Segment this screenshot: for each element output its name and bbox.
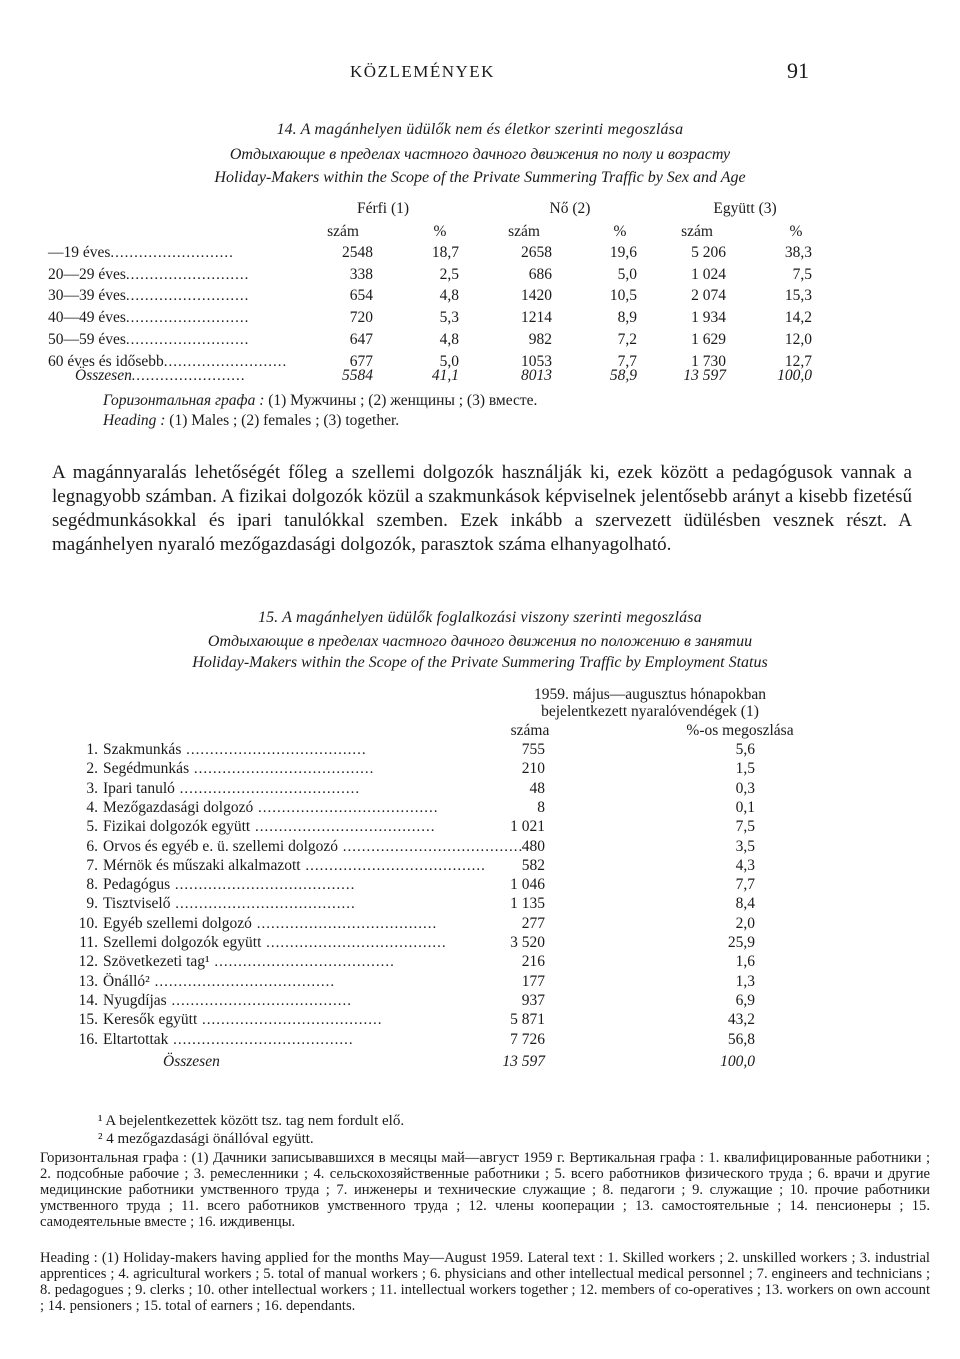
table14-row-label <box>48 287 288 305</box>
table15-row-number: 5. <box>86 818 98 836</box>
table15-row-label <box>103 1031 458 1049</box>
table15-count: 7 726 <box>510 1030 545 1048</box>
table14-title-hu-text: A magánhelyen üdülők nem és életkor szerinti megoszlása <box>300 121 684 138</box>
table15-row-label <box>103 856 486 875</box>
page-number: 91 <box>787 58 809 83</box>
table14-cell: 15,3 <box>784 287 812 305</box>
table15-count: 1 046 <box>510 876 545 894</box>
table15-row-number: 9. <box>86 895 98 913</box>
table15-row-label <box>103 837 524 856</box>
leader-dots: ...................................... <box>170 896 356 913</box>
table14-sub-header: szám <box>508 223 540 240</box>
leader-dots: .......................... <box>125 310 250 327</box>
table15-pct: 8,4 <box>735 895 755 913</box>
table14-total-label <box>75 367 285 385</box>
leader-dots: ...................................... <box>170 877 356 894</box>
leader-dots: .......................... <box>125 331 250 348</box>
table14-total-cell: 8013 <box>521 367 552 384</box>
table15-count: 5 871 <box>510 1011 545 1029</box>
leader-dots: ...................................... <box>189 761 375 778</box>
table14-row-label <box>48 309 288 327</box>
table15-pct: 2,0 <box>735 914 755 932</box>
table15-row-number: 8. <box>86 876 98 894</box>
table14-cell: 647 <box>349 330 373 348</box>
table15-pct: 5,6 <box>735 741 755 758</box>
table15-row-label <box>103 1011 458 1029</box>
table14-cell: 7,2 <box>617 330 637 348</box>
leader-dots: ...................................... <box>197 1012 383 1029</box>
table15-count: 755 <box>521 741 545 758</box>
table15-row-label <box>103 992 458 1010</box>
table15-row-label-text: Pedagógus <box>103 876 171 894</box>
table14-sub-header: % <box>613 223 627 240</box>
leader-dots: .......................... <box>125 266 250 283</box>
table15-title-hu <box>0 609 960 627</box>
leader-dots: ...................................... <box>209 954 395 971</box>
leader-dots: ...................................... <box>181 742 367 758</box>
table15-footnote-2: ² 4 mezőgazdasági önállóval együtt. <box>98 1131 314 1147</box>
table14-cell: 5,0 <box>617 265 637 283</box>
table14-note-en <box>103 412 399 430</box>
table15-count: 480 <box>521 837 545 855</box>
table14-cell: 14,2 <box>784 309 812 327</box>
table15-row-label-text: Mezőgazdasági dolgozó <box>103 798 254 816</box>
leader-dots: ...................................... <box>168 1031 354 1048</box>
table14-sub-header: % <box>789 223 803 240</box>
table15-row-label <box>103 760 458 778</box>
table14-sub-header: szám <box>681 223 713 240</box>
table15-count: 1 021 <box>510 818 545 836</box>
table15-row-label <box>103 818 458 836</box>
leader-dots: .......................... <box>163 353 288 370</box>
table14-note-ru-text: (1) Мужчины ; (2) женщины ; (3) вместе. <box>268 392 538 409</box>
table15-row-number: 15. <box>78 1011 98 1029</box>
table14-cell: 338 <box>349 265 373 283</box>
table14-total-cell: 5584 <box>342 367 373 384</box>
table15-row-label-text: Szövetkezeti tag¹ <box>103 953 210 971</box>
table15-pct: 4,3 <box>735 856 755 874</box>
table14-cell: 5,0 <box>439 352 459 370</box>
table14-cell: 686 <box>528 265 552 283</box>
table15-pct: 1,6 <box>735 953 755 971</box>
table15-notes-en: Heading : (1) Holiday-makers having applied for the months May—August 1959. Lateral text : 1. Skilled workers ; 2. unskilled workers ; 3. industrial apprentices ; 4. agricultural workers ; 5. total of manual workers ; 6. physicians and other intellectual medical personnel ; 7. engineers and technicians ; 8. pedagogues ; 9. clerks ; 10. other intellectual workers ; 11. intellectual workers together ; 12. members of co-operatives ; 13. workers on own account ; 14. pensioners ; 15. total of earners ; 16. dependants. <box>40 1250 930 1314</box>
table14-row-label <box>48 266 288 284</box>
table15-row-label <box>103 780 458 798</box>
table14-group-header: Nő (2) <box>549 200 591 217</box>
leader-dots: ...................................... <box>338 838 524 855</box>
table14-cell: 677 <box>349 352 373 370</box>
table15-row-number: 12. <box>78 953 98 971</box>
leader-dots: ...................................... <box>149 973 336 990</box>
table14-cell: 2658 <box>521 244 552 261</box>
table15-row-label <box>103 915 458 933</box>
table14-title-hu <box>0 121 960 139</box>
table15-pct: 0,3 <box>735 779 755 797</box>
table15-total-label: Összesen <box>163 1052 220 1070</box>
table14-cell: 5,3 <box>439 309 459 327</box>
table14-cell: 5 206 <box>691 244 726 261</box>
table15-count: 210 <box>521 760 545 778</box>
table15-count: 216 <box>521 953 545 971</box>
table14-total-label-text: Összesen <box>75 367 132 384</box>
table15-row-number: 13. <box>78 972 98 990</box>
table15-footnote-1: ¹ A bejelentkezettek között tsz. tag nem fordult elő. <box>98 1113 405 1129</box>
table14-title-ru: Отдыхающие в пределах частного дачного движения по полу и возрасту <box>229 146 731 163</box>
table15-count: 177 <box>521 972 545 990</box>
table15-header-line1: 1959. május—augusztus hónapokban <box>533 686 767 703</box>
table15-number: 15. <box>258 609 279 626</box>
table15-total-pct: 100,0 <box>720 1052 755 1070</box>
table14-cell: 18,7 <box>431 244 459 261</box>
table15-title-hu-text: A magánhelyen üdülők foglalkozási viszony szerinti megoszlása <box>282 609 702 626</box>
table15-row-label-text: Keresők együtt <box>103 1011 198 1029</box>
body-paragraph-block <box>52 461 912 557</box>
leader-dots: ...................................... <box>251 915 438 932</box>
table15-row-label-text: Mérnök és műszaki alkalmazott <box>103 856 301 874</box>
table14-number: 14. <box>276 121 297 138</box>
table14-row-label-text: —19 éves <box>48 244 111 261</box>
table15-col-count: száma <box>510 722 550 739</box>
table15-row-label <box>103 741 458 759</box>
table14-row-label <box>48 244 288 262</box>
table15-total-count: 13 597 <box>502 1052 545 1070</box>
table15-count: 277 <box>521 914 545 932</box>
table15-row-label-text: Szellemi dolgozók együtt <box>103 934 262 951</box>
table15-row-label-text: Eltartottak <box>103 1030 169 1048</box>
table15-row-label-text: Segédmunkás <box>103 760 190 778</box>
table15-title-ru: Отдыхающие в пределах частного дачного движения по положению в занятии <box>207 633 753 650</box>
table15-row-number: 3. <box>86 779 98 797</box>
table14-row-label-text: 20—29 éves <box>48 265 126 283</box>
table14-cell: 19,6 <box>609 244 637 261</box>
leader-dots: .......................... <box>110 245 234 261</box>
table15-pct: 43,2 <box>727 1011 755 1029</box>
table15-pct: 1,3 <box>735 972 755 990</box>
table15-row-label <box>103 953 458 971</box>
table15-count: 582 <box>521 856 545 874</box>
table15-row-number: 2. <box>86 760 98 778</box>
running-header: KÖZLEMÉNYEK <box>350 62 495 81</box>
table14-row-label-text: 50—59 éves <box>48 330 126 348</box>
table14-title-en: Holiday-Makers within the Scope of the Private Summering Traffic by Sex and Age <box>214 169 746 186</box>
table15-title-en: Holiday-Makers within the Scope of the Private Summering Traffic by Employment Status <box>192 654 768 671</box>
table14-sub-header: szám <box>327 223 359 240</box>
table14-total-cell: 13 597 <box>683 367 726 384</box>
table15-count: 1 135 <box>510 895 545 913</box>
table14-cell: 2548 <box>342 244 373 261</box>
body-paragraph: A magánnyaralás lehetőségét főleg a szellemi dolgozók használják ki, ezek között a pedagógusok vannak a legnagyobb számban. A fizikai dolgozók közül a szakmunkások képviselnek jelentősebb arányt a kisebb fizetésű segédmunkásokkal és ipari tanulókkal szemben. Ezek inkább a szervezett üdülésben vesznek részt. A magánhelyen nyaraló mezőgazdasági dolgozók, parasztok száma elhanyagolható. <box>52 462 912 555</box>
table14-cell: 7,7 <box>617 352 637 370</box>
table14-row-label-text: 60 éves és idősebb <box>48 352 164 370</box>
table15-row-number: 6. <box>86 837 98 855</box>
table14-cell: 10,5 <box>609 287 637 305</box>
table15-pct: 7,7 <box>735 876 755 894</box>
table15-count: 8 <box>537 798 545 816</box>
table14-cell: 720 <box>349 309 373 327</box>
table15-count: 3 520 <box>510 934 545 951</box>
table15-row-label-text: Tisztviselő <box>103 895 171 913</box>
table14-cell: 7,5 <box>792 265 812 283</box>
table14-cell: 4,8 <box>439 330 459 348</box>
leader-dots: ...................................... <box>166 992 352 1009</box>
table15-row-number: 11. <box>79 934 98 951</box>
table14-total-cell: 58,9 <box>609 367 637 384</box>
table15-row-number: 7. <box>86 856 98 874</box>
leader-dots: ...................................... <box>174 780 361 797</box>
table14-cell: 654 <box>349 287 373 305</box>
table15-row-label-text: Orvos és egyéb e. ü. szellemi dolgozó <box>103 837 339 855</box>
table15-row-number: 1. <box>86 741 98 758</box>
table15-row-label-text: Fizikai dolgozók együtt <box>103 818 251 836</box>
table15-row-label <box>103 799 458 817</box>
table15-header-line2: bejelentkezett nyaralóvendégek (1) <box>541 703 759 720</box>
table15-row-number: 10. <box>78 914 98 932</box>
table15-pct: 0,1 <box>735 798 755 816</box>
table15-row-label <box>103 876 458 894</box>
table14-cell: 1214 <box>521 309 552 327</box>
table15-row-label <box>103 934 458 952</box>
table15-notes-ru: Горизонтальная графа : (1) Дачники записывавшихся в месяцы май—август 1959 г. Вертикальная графа : 1. квалифицированные работники ; 2. подсобные рабочие ; 3. ремесленники ; 4. сельскохозяйственные работники ; 5. всего работников физического труда ; 6. врачи и другие медицинские работники умственного труда ; 7. инженеры и технические служащие ; 8. педагоги ; 9. служащие ; 10. прочие работники умственного труда ; 11. всего работников умственного труда ; 12. члены кооперации ; 13. самостоятельные ; 14. пенсионеры ; 15. самодеятельные вместе ; 16. иждивенцы. <box>40 1150 930 1230</box>
leader-dots: ...................................... <box>261 935 447 951</box>
table15-count: 937 <box>521 991 545 1009</box>
table14-cell: 2,5 <box>439 265 459 283</box>
table15-row-label <box>103 973 458 991</box>
table15-row-number: 14. <box>78 991 98 1009</box>
leader-dots: ...................................... <box>300 857 486 874</box>
table15-col-pct: %-os megoszlása <box>686 722 794 739</box>
table14-row-label-text: 40—49 éves <box>48 309 126 327</box>
table14-note-ru-label: Горизонтальная графа : <box>103 392 265 409</box>
table14-sub-header: % <box>433 223 447 240</box>
table15-notes-ru-block <box>40 1150 930 1230</box>
table14-note-en-label: Heading : <box>103 412 166 429</box>
table14-note-en-text: (1) Males ; (2) females ; (3) together. <box>169 412 400 429</box>
table15-row-label <box>103 895 458 913</box>
table15-pct: 7,5 <box>735 818 755 836</box>
table15-pct: 6,9 <box>735 991 755 1009</box>
table14-total-cell: 100,0 <box>777 367 812 384</box>
table14-total-cell: 41,1 <box>431 367 459 384</box>
table14-cell: 8,9 <box>617 309 637 327</box>
leader-dots: ........................ <box>131 368 246 384</box>
table14-cell: 12,7 <box>784 352 812 370</box>
table14-row-label <box>48 331 288 349</box>
leader-dots: ...................................... <box>250 819 436 836</box>
table15-row-label-text: Szakmunkás <box>103 741 182 758</box>
table14-row-label-text: 30—39 éves <box>48 287 126 305</box>
table14-cell: 2 074 <box>691 287 726 305</box>
table14-group-header: Együtt (3) <box>713 200 777 217</box>
table14-cell: 1 730 <box>691 352 726 370</box>
table14-cell: 38,3 <box>784 244 812 261</box>
table15-pct: 1,5 <box>735 760 755 778</box>
table14-cell: 982 <box>528 330 552 348</box>
table15-row-label-text: Nyugdíjas <box>103 991 167 1009</box>
table15-row-label-text: Önálló² <box>103 972 150 990</box>
table15-pct: 56,8 <box>727 1030 755 1048</box>
table15-row-label-text: Ipari tanuló <box>103 779 175 797</box>
table14-cell: 1 629 <box>691 330 726 348</box>
table15-row-number: 16. <box>78 1030 98 1048</box>
table14-cell: 1 934 <box>691 309 726 327</box>
table14-cell: 1 024 <box>691 265 726 283</box>
table14-cell: 1053 <box>521 352 552 370</box>
table15-pct: 3,5 <box>735 837 755 855</box>
table14-cell: 12,0 <box>784 330 812 348</box>
table14-group-header: Férfi (1) <box>356 200 410 217</box>
leader-dots: .......................... <box>125 288 250 305</box>
table14-cell: 1420 <box>521 287 552 305</box>
table15-count: 48 <box>529 779 545 797</box>
table15-notes-en-block <box>40 1250 930 1314</box>
table14-cell: 4,8 <box>439 287 459 305</box>
table15-row-label-text: Egyéb szellemi dolgozó <box>103 914 252 932</box>
table14-note-ru <box>103 392 537 410</box>
leader-dots: ...................................... <box>253 799 439 816</box>
table15-pct: 25,9 <box>727 934 755 951</box>
table15-row-number: 4. <box>86 798 98 816</box>
